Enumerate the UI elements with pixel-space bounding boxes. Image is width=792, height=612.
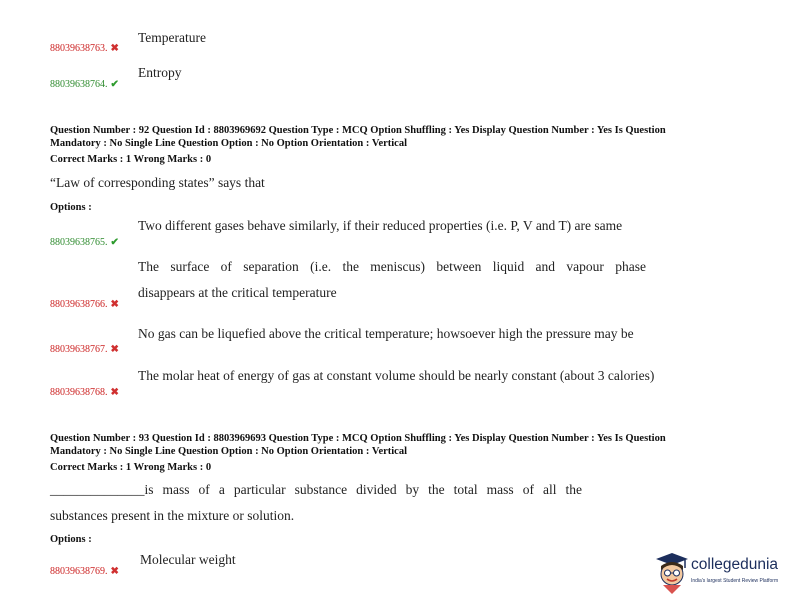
option-id: 88039638769.	[50, 566, 108, 577]
question-text: “Law of corresponding states” says that	[50, 175, 265, 190]
option-text: Temperature	[138, 30, 207, 45]
option-id: 88039638766.	[50, 299, 108, 310]
options-label: Options :	[50, 534, 92, 545]
option-text: Molecular weight	[140, 552, 236, 567]
option-id-row	[50, 74, 119, 92]
logo-name: collegedunia	[691, 556, 779, 573]
correct-mark-icon: ✔	[110, 79, 119, 90]
option-id: 88039638764.	[50, 79, 108, 90]
option-id-row	[50, 38, 119, 56]
wrong-mark-icon: ✖	[110, 566, 119, 577]
question-meta-line: Question Number : 93 Question Id : 8803969693 Question Type : MCQ Option Shuffling : Yes Display Question Number : Yes Is Question	[50, 433, 666, 444]
question-meta-line: Mandatory : No Single Line Question Option : No Option Orientation : Vertical	[50, 446, 408, 457]
option-id: 88039638767.	[50, 344, 108, 355]
option-id-row	[50, 232, 119, 250]
option-text: No gas can be liquefied above the critical temperature; howsoever high the pressure may be	[138, 326, 634, 341]
option-text: The molar heat of energy of gas at constant volume should be nearly constant (about 3 calories)	[138, 368, 655, 383]
option-id: 88039638768.	[50, 387, 108, 398]
wrong-mark-icon: ✖	[110, 299, 119, 310]
question-meta-line: Question Number : 92 Question Id : 8803969692 Question Type : MCQ Option Shuffling : Yes Display Question Number : Yes Is Question	[50, 125, 666, 136]
option-text: disappears at the critical temperature	[138, 285, 337, 300]
question-text: substances present in the mixture or solution.	[50, 508, 295, 523]
option-id-row	[50, 561, 119, 579]
question-meta-line: Mandatory : No Single Line Question Option : No Option Orientation : Vertical	[50, 138, 408, 149]
wrong-mark-icon: ✖	[110, 387, 119, 398]
options-label: Options :	[50, 202, 92, 213]
logo-tagline: India's largest Student Review Platform	[691, 578, 779, 584]
option-id-row	[50, 382, 119, 400]
wrong-mark-icon: ✖	[110, 43, 119, 54]
mascot-icon	[655, 552, 689, 594]
option-text: Two different gases behave similarly, if their reduced properties (i.e. P, V and T) are same	[138, 218, 623, 233]
wrong-mark-icon: ✖	[110, 344, 119, 355]
option-id-row	[50, 294, 119, 312]
option-id: 88039638763.	[50, 43, 108, 54]
question-text: ______________is mass of a particular substance divided by the total mass of all the	[50, 482, 582, 497]
option-text: The surface of separation (i.e. the meniscus) between liquid and vapour phase	[138, 259, 646, 274]
option-id: 88039638765.	[50, 237, 108, 248]
question-marks: Correct Marks : 1 Wrong Marks : 0	[50, 154, 212, 165]
option-id-row	[50, 339, 119, 357]
question-marks: Correct Marks : 1 Wrong Marks : 0	[50, 462, 212, 473]
collegedunia-logo	[655, 552, 785, 598]
correct-mark-icon: ✔	[110, 237, 119, 248]
option-text: Entropy	[138, 65, 182, 80]
